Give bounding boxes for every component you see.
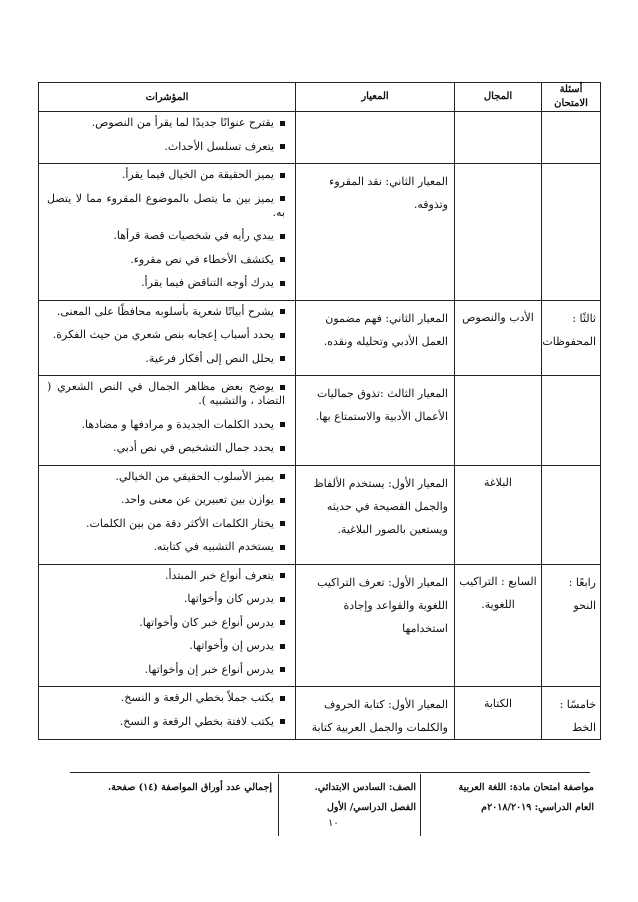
header-field: المجال xyxy=(455,83,542,112)
standard-cell: المعيار الأول: تعرف التراكيب اللغوية والقواعد وإجادة استخدامها xyxy=(296,564,455,687)
indicator-item xyxy=(47,276,285,290)
indicator-list xyxy=(39,466,295,555)
indicator-text: يدرس إن وأخواتها. xyxy=(189,639,274,652)
standard-cell: المعيار الأول: كتابة الحروف والكلمات والجمل العربية كتابة xyxy=(296,687,455,740)
indicators-cell xyxy=(39,112,296,164)
bullet-icon xyxy=(280,498,285,503)
indicator-text: يوضح بعض مظاهر الجمال في النص الشعري ( التضاد ، والتشبيه ). xyxy=(47,380,285,407)
bullet-icon xyxy=(280,196,285,201)
indicator-item xyxy=(47,616,285,630)
bullet-icon xyxy=(280,121,285,126)
indicator-text: يدرس أنواع خبر إن وأخواتها. xyxy=(144,662,274,676)
header-indicators: المؤشرات xyxy=(39,83,296,112)
indicator-item xyxy=(47,569,285,583)
footer-grade-block xyxy=(282,778,416,818)
indicator-item xyxy=(47,140,285,154)
bullet-icon xyxy=(280,573,285,578)
footer-spec-title: مواصفة امتحان مادة: اللغة العربية xyxy=(458,782,594,793)
footer-school-year: العام الدراسي: ٢٠١٨/٢٠١٩م xyxy=(481,802,594,813)
question-cell: ثالثًا : المحفوظات xyxy=(542,300,601,376)
footer-rule xyxy=(70,772,590,773)
bullet-icon xyxy=(280,234,285,239)
bullet-icon xyxy=(280,144,285,149)
field-cell xyxy=(455,112,542,164)
table-row xyxy=(39,112,601,164)
indicators-cell xyxy=(39,164,296,301)
bullet-icon xyxy=(280,356,285,361)
bullet-icon xyxy=(280,309,285,314)
bullet-icon xyxy=(280,545,285,550)
bullet-icon xyxy=(280,696,285,701)
indicator-text: يكتب جملاً بخطي الرقعة و النسخ. xyxy=(120,691,274,704)
indicator-item xyxy=(47,328,285,342)
indicator-text: يوازن بين تعبيرين عن معنى واحد. xyxy=(120,493,274,506)
question-cell xyxy=(542,164,601,301)
indicator-item xyxy=(47,305,285,319)
bullet-icon xyxy=(280,333,285,338)
indicator-text: يدرك أوجه التناقض فيما يقرأ. xyxy=(141,276,274,289)
indicator-item xyxy=(47,116,285,130)
indicator-text: يميز الأسلوب الحقيقي من الخيالي. xyxy=(115,469,274,483)
indicator-item xyxy=(47,691,285,705)
indicator-text: يميز بين ما يتصل بالموضوع المقروء مما لا يتصل به. xyxy=(47,191,285,219)
table-row xyxy=(39,164,601,301)
question-cell: خامسًا : الخط xyxy=(542,687,601,740)
indicator-list xyxy=(39,565,295,677)
question-cell xyxy=(542,465,601,564)
table-row xyxy=(39,376,601,466)
standard-cell: المعيار الثاني: فهم مضمون العمل الأدبي وتحليله ونقده. xyxy=(296,300,455,376)
table-row xyxy=(39,465,601,564)
indicator-item xyxy=(47,470,285,484)
indicator-item xyxy=(47,168,285,182)
indicator-list xyxy=(39,164,295,290)
footer-divider xyxy=(278,774,279,836)
indicators-cell xyxy=(39,687,296,740)
bullet-icon xyxy=(280,446,285,451)
standard-cell: المعيار الثاني: نقد المقروء وتذوقه. xyxy=(296,164,455,301)
footer-term: الفصل الدراسي/ الأول xyxy=(326,802,416,813)
footer-pages-block xyxy=(100,778,272,798)
indicator-text: يحدد الكلمات الجديدة و مرادفها و مضادها. xyxy=(81,417,274,431)
indicator-text: يحلل النص إلى أفكار فرعية. xyxy=(145,351,274,365)
indicator-text: يحدد أسباب إعجابه بنص شعري من حيث الفكرة. xyxy=(52,328,274,341)
field-cell xyxy=(455,164,542,301)
bullet-icon xyxy=(280,521,285,526)
question-cell xyxy=(542,112,601,164)
question-cell: رابعًا : النحو xyxy=(542,564,601,687)
bullet-icon xyxy=(280,597,285,602)
indicator-list xyxy=(39,112,295,154)
indicator-item xyxy=(47,418,285,432)
footer-total-pages: إجمالي عدد أوراق المواصفة (١٤) صفحة. xyxy=(107,782,272,793)
field-cell: السابع : التراكيب اللغوية. xyxy=(455,564,542,687)
indicator-item xyxy=(47,540,285,554)
bullet-icon xyxy=(280,644,285,649)
indicator-item xyxy=(47,380,285,408)
bullet-icon xyxy=(280,422,285,427)
footer-grade: الصف: السادس الابتدائي. xyxy=(314,782,416,793)
bullet-icon xyxy=(280,173,285,178)
indicators-cell xyxy=(39,300,296,376)
indicator-list xyxy=(39,301,295,366)
indicator-text: يستخدم التشبيه في كتابته. xyxy=(153,540,274,553)
table-row xyxy=(39,687,601,740)
indicator-item xyxy=(47,352,285,366)
field-cell xyxy=(455,376,542,466)
indicators-cell xyxy=(39,376,296,466)
indicator-list xyxy=(39,687,295,729)
indicator-text: يحدد جمال التشخيص في نص أدبي. xyxy=(113,441,274,454)
indicator-text: يبدي رأيه في شخصيات قصة قرأها. xyxy=(113,229,274,242)
bullet-icon xyxy=(280,385,285,390)
field-cell: البلاغة xyxy=(455,465,542,564)
indicator-text: يتعرف تسلسل الأحداث. xyxy=(164,139,274,153)
table-header-row xyxy=(39,83,601,112)
bullet-icon xyxy=(280,474,285,479)
footer-divider xyxy=(420,774,421,836)
indicator-text: يختار الكلمات الأكثر دقة من بين الكلمات. xyxy=(85,516,274,530)
indicator-item xyxy=(47,592,285,606)
indicator-text: يشرح أبياتًا شعرية بأسلوبه محافظًا على المعنى. xyxy=(56,304,274,318)
bullet-icon xyxy=(280,719,285,724)
indicator-text: يدرس أنواع خبر كان وأخواتها. xyxy=(139,615,274,629)
indicator-item xyxy=(47,192,285,220)
bullet-icon xyxy=(280,281,285,286)
field-cell: الأدب والنصوص xyxy=(455,300,542,376)
indicator-item xyxy=(47,715,285,729)
bullet-icon xyxy=(280,620,285,625)
standard-cell: المعيار الأول: يستخدم الألفاظ والجمل الفصيحة في حديثه ويستعين بالصور البلاغية. xyxy=(296,465,455,564)
indicators-cell xyxy=(39,564,296,687)
indicator-item xyxy=(47,253,285,267)
standard-cell: المعيار الثالث :تذوق جماليات الأعمال الأدبية والاستمتاع بها. xyxy=(296,376,455,466)
indicator-list xyxy=(39,376,295,455)
indicator-item xyxy=(47,229,285,243)
indicators-cell xyxy=(39,465,296,564)
indicator-text: يتعرف أنواع خبر المبتدأ. xyxy=(165,568,274,582)
indicator-item xyxy=(47,639,285,653)
specification-table xyxy=(38,82,601,740)
indicator-item xyxy=(47,663,285,677)
question-cell xyxy=(542,376,601,466)
indicator-text: يكتب لافتة بخطي الرقعة و النسخ. xyxy=(119,714,274,728)
field-cell: الكتابة xyxy=(455,687,542,740)
header-questions: أسئلة الامتحان xyxy=(542,83,601,112)
page-number: ١٠ xyxy=(328,818,339,829)
indicator-text: يقترح عنوانًا جديدًا لما يقرأ من النصوص. xyxy=(91,116,274,129)
indicator-text: يدرس كان وأخواتها. xyxy=(183,592,274,605)
table-row xyxy=(39,564,601,687)
indicator-text: يكتشف الأخطاء في نص مقروء. xyxy=(130,252,274,266)
indicator-item xyxy=(47,493,285,507)
indicator-item xyxy=(47,517,285,531)
bullet-icon xyxy=(280,667,285,672)
footer-spec-block xyxy=(424,778,594,818)
bullet-icon xyxy=(280,257,285,262)
standard-cell xyxy=(296,112,455,164)
table-row xyxy=(39,300,601,376)
header-standard: المعيار xyxy=(296,83,455,112)
indicator-text: يميز الحقيقة من الخيال فيما يقرأ. xyxy=(121,168,274,181)
indicator-item xyxy=(47,441,285,455)
